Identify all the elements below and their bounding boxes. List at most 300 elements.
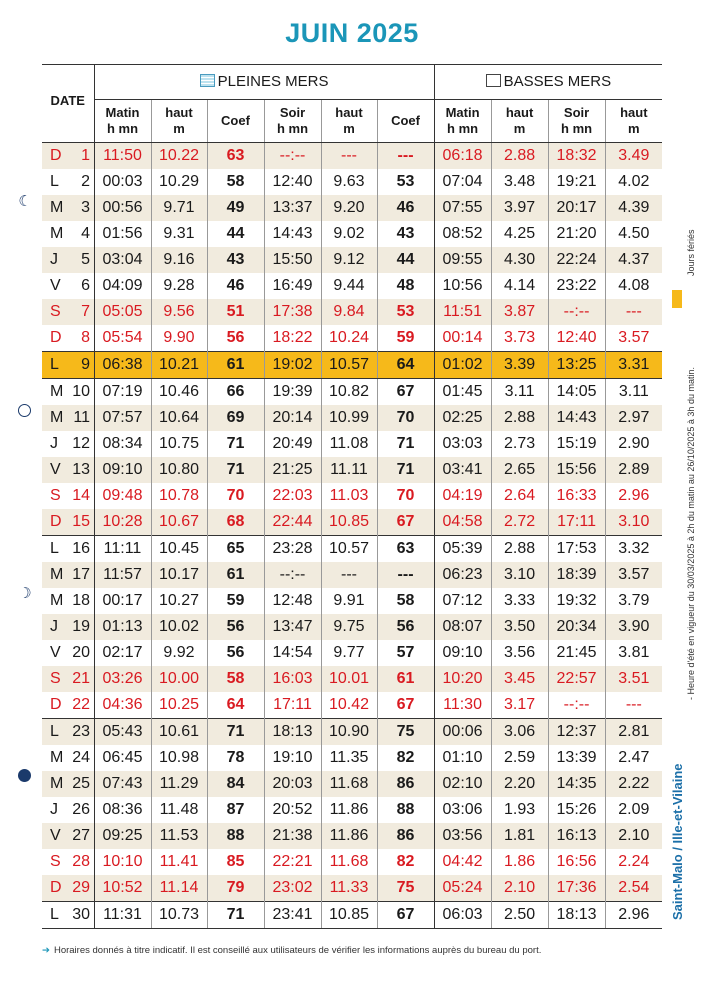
cell-bm2: --:-- (548, 692, 605, 719)
cell-bm2: 17:53 (548, 536, 605, 563)
cell-pm1: 09:10 (94, 457, 151, 483)
cell-bm2: 18:32 (548, 143, 605, 170)
cell-h2: 11.11 (321, 457, 377, 483)
cell-pm2: 14:54 (264, 640, 321, 666)
cell-h2: 11.35 (321, 745, 377, 771)
cell-pm2: 20:03 (264, 771, 321, 797)
cell-pm2: 16:03 (264, 666, 321, 692)
cell-h1: 11.53 (151, 823, 207, 849)
cell-h2: 10.57 (321, 536, 377, 563)
cell-h2: 9.44 (321, 273, 377, 299)
cell-bh2: --- (605, 299, 662, 325)
cell-h1: 10.22 (151, 143, 207, 170)
cell-pm1: 03:26 (94, 666, 151, 692)
cell-bm2: 12:37 (548, 719, 605, 746)
cell-bh1: 2.73 (491, 431, 548, 457)
cell-pm2: 23:02 (264, 875, 321, 902)
cell-c2: 44 (377, 247, 434, 273)
cell-h2: 11.68 (321, 849, 377, 875)
cell-pm2: --:-- (264, 562, 321, 588)
cell-h2: 11.08 (321, 431, 377, 457)
cell-h2: --- (321, 562, 377, 588)
cell-c2: 43 (377, 221, 434, 247)
date-cell: S 7 (42, 299, 94, 325)
cell-bm1: 08:52 (434, 221, 491, 247)
cell-bm1: 09:10 (434, 640, 491, 666)
cell-c1: 49 (207, 195, 264, 221)
date-cell: M 17 (42, 562, 94, 588)
cell-bh1: 3.39 (491, 352, 548, 379)
cell-pm1: 10:28 (94, 509, 151, 536)
date-cell: J 19 (42, 614, 94, 640)
cell-bh1: 2.50 (491, 902, 548, 929)
cell-c2: 82 (377, 849, 434, 875)
cell-bm2: 22:57 (548, 666, 605, 692)
cell-pm1: 00:17 (94, 588, 151, 614)
table-row (42, 195, 662, 221)
cell-c1: 71 (207, 457, 264, 483)
cell-bm2: 16:33 (548, 483, 605, 509)
col-bm-haut2: haut m (605, 100, 662, 143)
cell-bm2: 23:22 (548, 273, 605, 299)
cell-h1: 10.78 (151, 483, 207, 509)
date-cell: V 27 (42, 823, 94, 849)
cell-h2: 9.75 (321, 614, 377, 640)
cell-c1: 61 (207, 352, 264, 379)
cell-bh2: 2.96 (605, 902, 662, 929)
cell-c1: 43 (207, 247, 264, 273)
date-cell: M 18 (42, 588, 94, 614)
table-row (42, 247, 662, 273)
cell-pm1: 07:19 (94, 379, 151, 406)
cell-bm1: 02:10 (434, 771, 491, 797)
cell-bh2: 4.37 (605, 247, 662, 273)
cell-h2: 11.86 (321, 797, 377, 823)
cell-bh1: 3.17 (491, 692, 548, 719)
cell-pm1: 11:57 (94, 562, 151, 588)
cell-h1: 9.56 (151, 299, 207, 325)
cell-bh2: 3.31 (605, 352, 662, 379)
cell-pm1: 01:56 (94, 221, 151, 247)
cell-bm2: 21:45 (548, 640, 605, 666)
cell-bh1: 3.50 (491, 614, 548, 640)
cell-c2: 71 (377, 457, 434, 483)
cell-pm1: 06:38 (94, 352, 151, 379)
cell-c1: 59 (207, 588, 264, 614)
cell-pm2: --:-- (264, 143, 321, 170)
high-tide-icon (200, 74, 215, 87)
cell-bm1: 10:20 (434, 666, 491, 692)
cell-bh1: 1.86 (491, 849, 548, 875)
date-cell: S 28 (42, 849, 94, 875)
cell-c1: 69 (207, 405, 264, 431)
cell-bh2: 3.79 (605, 588, 662, 614)
cell-bh2: 3.10 (605, 509, 662, 536)
cell-c1: 64 (207, 692, 264, 719)
cell-pm2: 22:03 (264, 483, 321, 509)
cell-bh1: 2.88 (491, 143, 548, 170)
cell-h1: 10.25 (151, 692, 207, 719)
cell-h2: 9.63 (321, 169, 377, 195)
cell-pm2: 20:14 (264, 405, 321, 431)
cell-bh2: 3.51 (605, 666, 662, 692)
cell-bm1: 05:24 (434, 875, 491, 902)
cell-h2: 10.90 (321, 719, 377, 746)
cell-c1: 71 (207, 902, 264, 929)
cell-h2: 10.01 (321, 666, 377, 692)
cell-bh1: 2.64 (491, 483, 548, 509)
cell-pm2: 12:48 (264, 588, 321, 614)
table-row (42, 771, 662, 797)
cell-pm1: 11:11 (94, 536, 151, 563)
cell-c1: 66 (207, 379, 264, 406)
cell-bh1: 4.25 (491, 221, 548, 247)
cell-bm2: 16:56 (548, 849, 605, 875)
date-cell: S 14 (42, 483, 94, 509)
cell-h2: 9.84 (321, 299, 377, 325)
cell-bm1: 00:06 (434, 719, 491, 746)
cell-bh1: 2.88 (491, 405, 548, 431)
cell-bm1: 01:45 (434, 379, 491, 406)
cell-c1: 61 (207, 562, 264, 588)
cell-c2: 59 (377, 325, 434, 352)
cell-bm2: 16:13 (548, 823, 605, 849)
cell-c2: 53 (377, 299, 434, 325)
cell-pm2: 13:37 (264, 195, 321, 221)
cell-pm2: 18:22 (264, 325, 321, 352)
table-row (42, 325, 662, 352)
footer-note: ➔ Horaires donnés à titre indicatif. Il est conseillé aux utilisateurs de vérifier les informations auprès du bureau du port. (42, 945, 542, 956)
cell-bh2: 3.81 (605, 640, 662, 666)
cell-c1: 71 (207, 431, 264, 457)
cell-c2: 46 (377, 195, 434, 221)
table-row (42, 823, 662, 849)
table-row (42, 614, 662, 640)
cell-bh2: 2.09 (605, 797, 662, 823)
table-row (42, 483, 662, 509)
cell-bh1: 3.97 (491, 195, 548, 221)
cell-c2: 82 (377, 745, 434, 771)
date-cell: L 16 (42, 536, 94, 563)
cell-h1: 11.48 (151, 797, 207, 823)
side-panel (664, 220, 704, 920)
table-row (42, 299, 662, 325)
cell-bm1: 04:19 (434, 483, 491, 509)
cell-bh1: 2.88 (491, 536, 548, 563)
cell-bm2: 12:40 (548, 325, 605, 352)
cell-c1: 85 (207, 849, 264, 875)
cell-c2: 75 (377, 875, 434, 902)
date-cell: V 13 (42, 457, 94, 483)
cell-h2: 11.03 (321, 483, 377, 509)
date-cell: D 29 (42, 875, 94, 902)
date-cell: S 21 (42, 666, 94, 692)
table-row (42, 457, 662, 483)
cell-h1: 10.46 (151, 379, 207, 406)
cell-h1: 9.92 (151, 640, 207, 666)
cell-h1: 9.16 (151, 247, 207, 273)
cell-bh1: 1.81 (491, 823, 548, 849)
cell-h1: 9.28 (151, 273, 207, 299)
cell-bh2: 2.97 (605, 405, 662, 431)
cell-bh2: 3.90 (605, 614, 662, 640)
date-cell: M 11 (42, 405, 94, 431)
cell-bh1: 3.73 (491, 325, 548, 352)
cell-c1: 63 (207, 143, 264, 170)
cell-bm1: 01:10 (434, 745, 491, 771)
cell-pm2: 23:41 (264, 902, 321, 929)
table-row (42, 405, 662, 431)
date-cell: J 26 (42, 797, 94, 823)
date-cell: J 5 (42, 247, 94, 273)
cell-bm1: 05:39 (434, 536, 491, 563)
cell-c1: 56 (207, 614, 264, 640)
date-header: DATE (42, 65, 94, 143)
cell-c2: 67 (377, 379, 434, 406)
cell-bm2: 13:25 (548, 352, 605, 379)
col-pm-coef1: Coef (207, 100, 264, 143)
cell-bm1: 04:58 (434, 509, 491, 536)
cell-bm2: 14:35 (548, 771, 605, 797)
cell-h2: 10.42 (321, 692, 377, 719)
cell-bh2: 2.24 (605, 849, 662, 875)
cell-bm1: 11:30 (434, 692, 491, 719)
cell-c1: 71 (207, 719, 264, 746)
cell-pm1: 10:52 (94, 875, 151, 902)
cell-c1: 78 (207, 745, 264, 771)
cell-bh1: 3.11 (491, 379, 548, 406)
date-cell: L 30 (42, 902, 94, 929)
cell-h1: 10.80 (151, 457, 207, 483)
cell-c2: 86 (377, 823, 434, 849)
cell-bh2: 3.11 (605, 379, 662, 406)
cell-h2: 9.02 (321, 221, 377, 247)
table-row (42, 536, 662, 563)
cell-bh2: --- (605, 692, 662, 719)
holiday-legend-swatch (672, 290, 682, 308)
cell-c1: 56 (207, 325, 264, 352)
date-cell: D 15 (42, 509, 94, 536)
cell-pm1: 05:54 (94, 325, 151, 352)
cell-bm2: 19:21 (548, 169, 605, 195)
date-cell: D 8 (42, 325, 94, 352)
date-cell: M 24 (42, 745, 94, 771)
cell-bm1: 03:56 (434, 823, 491, 849)
col-bm-soir: Soir h mn (548, 100, 605, 143)
cell-bm2: 19:32 (548, 588, 605, 614)
cell-bm2: 17:11 (548, 509, 605, 536)
table-row (42, 666, 662, 692)
cell-bh2: 2.90 (605, 431, 662, 457)
cell-c2: 64 (377, 352, 434, 379)
cell-c2: 53 (377, 169, 434, 195)
cell-bh1: 4.14 (491, 273, 548, 299)
date-cell: L 2 (42, 169, 94, 195)
date-cell: J 12 (42, 431, 94, 457)
cell-c2: 48 (377, 273, 434, 299)
cell-bh2: 4.39 (605, 195, 662, 221)
cell-h1: 11.29 (151, 771, 207, 797)
date-cell: V 6 (42, 273, 94, 299)
cell-c2: 86 (377, 771, 434, 797)
cell-bm1: 04:42 (434, 849, 491, 875)
cell-pm1: 11:31 (94, 902, 151, 929)
col-pm-coef2: Coef (377, 100, 434, 143)
cell-bh2: 2.22 (605, 771, 662, 797)
cell-pm1: 00:56 (94, 195, 151, 221)
cell-bm2: 15:56 (548, 457, 605, 483)
cell-bm2: 15:26 (548, 797, 605, 823)
cell-pm1: 08:34 (94, 431, 151, 457)
cell-pm2: 18:13 (264, 719, 321, 746)
cell-bm2: 15:19 (548, 431, 605, 457)
cell-pm2: 15:50 (264, 247, 321, 273)
cell-c1: 58 (207, 666, 264, 692)
cell-c2: 56 (377, 614, 434, 640)
basses-mers-header: BASSES MERS (434, 65, 662, 100)
cell-bm1: 07:04 (434, 169, 491, 195)
cell-bm2: 18:39 (548, 562, 605, 588)
col-pm-matin: Matin h mn (94, 100, 151, 143)
summer-time-note: - Heure d'été en vigueur du 30/03/2025 à 2h du matin au 26/10/2025 à 3h du matin. (686, 367, 696, 700)
cell-bh1: 1.93 (491, 797, 548, 823)
full-moon-icon (18, 404, 31, 417)
table-row (42, 509, 662, 536)
holiday-legend: Jours fériés (686, 229, 696, 276)
cell-bh2: 2.10 (605, 823, 662, 849)
cell-h2: 11.86 (321, 823, 377, 849)
cell-bm1: 08:07 (434, 614, 491, 640)
date-cell: D 22 (42, 692, 94, 719)
cell-bh1: 2.65 (491, 457, 548, 483)
cell-h1: 10.67 (151, 509, 207, 536)
cell-h1: 10.64 (151, 405, 207, 431)
date-cell: D 1 (42, 143, 94, 170)
cell-pm2: 14:43 (264, 221, 321, 247)
cell-pm1: 09:48 (94, 483, 151, 509)
cell-h1: 10.61 (151, 719, 207, 746)
cell-c2: --- (377, 143, 434, 170)
cell-c2: 63 (377, 536, 434, 563)
cell-bm1: 06:18 (434, 143, 491, 170)
cell-bm2: 21:20 (548, 221, 605, 247)
date-cell: L 9 (42, 352, 94, 379)
cell-bm1: 09:55 (434, 247, 491, 273)
cell-pm1: 07:57 (94, 405, 151, 431)
date-cell: M 4 (42, 221, 94, 247)
last-quarter-moon-icon: ☾ (18, 193, 32, 210)
cell-bh2: 3.57 (605, 562, 662, 588)
col-pm-haut1: haut m (151, 100, 207, 143)
date-cell: L 23 (42, 719, 94, 746)
date-cell: M 25 (42, 771, 94, 797)
cell-bh2: 2.47 (605, 745, 662, 771)
cell-pm2: 16:49 (264, 273, 321, 299)
cell-c2: 57 (377, 640, 434, 666)
cell-c2: 61 (377, 666, 434, 692)
cell-h1: 10.45 (151, 536, 207, 563)
cell-c1: 46 (207, 273, 264, 299)
cell-bh2: 4.08 (605, 273, 662, 299)
cell-c1: 70 (207, 483, 264, 509)
cell-h1: 10.29 (151, 169, 207, 195)
cell-pm2: 19:10 (264, 745, 321, 771)
cell-pm1: 05:43 (94, 719, 151, 746)
cell-bh2: 4.02 (605, 169, 662, 195)
date-cell: M 10 (42, 379, 94, 406)
cell-h1: 10.75 (151, 431, 207, 457)
cell-h1: 11.41 (151, 849, 207, 875)
table-row (42, 849, 662, 875)
cell-bm1: 06:03 (434, 902, 491, 929)
cell-c1: 84 (207, 771, 264, 797)
cell-bh2: 3.32 (605, 536, 662, 563)
cell-bh2: 2.54 (605, 875, 662, 902)
cell-h1: 11.14 (151, 875, 207, 902)
pleines-mers-header: PLEINES MERS (94, 65, 434, 100)
cell-bh1: 2.72 (491, 509, 548, 536)
cell-bh1: 2.20 (491, 771, 548, 797)
cell-c2: 70 (377, 405, 434, 431)
cell-h1: 10.21 (151, 352, 207, 379)
cell-pm1: 02:17 (94, 640, 151, 666)
arrow-icon: ➔ (42, 945, 50, 956)
low-tide-icon (486, 74, 501, 87)
cell-bh1: 3.45 (491, 666, 548, 692)
cell-h2: 10.24 (321, 325, 377, 352)
cell-pm1: 07:43 (94, 771, 151, 797)
cell-c2: 67 (377, 509, 434, 536)
table-row (42, 169, 662, 195)
cell-bh1: 2.10 (491, 875, 548, 902)
cell-bm1: 10:56 (434, 273, 491, 299)
cell-h1: 10.02 (151, 614, 207, 640)
cell-pm2: 20:49 (264, 431, 321, 457)
cell-bm2: 14:43 (548, 405, 605, 431)
cell-bh1: 3.56 (491, 640, 548, 666)
cell-h2: 10.85 (321, 902, 377, 929)
first-quarter-moon-icon: ☽ (18, 585, 32, 602)
cell-bh2: 2.89 (605, 457, 662, 483)
table-row (42, 273, 662, 299)
cell-bm1: 03:03 (434, 431, 491, 457)
cell-c1: 56 (207, 640, 264, 666)
new-moon-icon (18, 769, 31, 782)
cell-h2: 9.12 (321, 247, 377, 273)
table-row (42, 692, 662, 719)
cell-pm2: 13:47 (264, 614, 321, 640)
cell-h1: 9.90 (151, 325, 207, 352)
location-label: Saint-Malo / Ille-et-Vilaine (670, 763, 685, 920)
cell-bm1: 07:12 (434, 588, 491, 614)
cell-c1: 44 (207, 221, 264, 247)
table-row (42, 745, 662, 771)
col-bm-matin: Matin h mn (434, 100, 491, 143)
cell-pm1: 04:09 (94, 273, 151, 299)
cell-bh1: 3.48 (491, 169, 548, 195)
cell-pm1: 03:04 (94, 247, 151, 273)
cell-bm1: 01:02 (434, 352, 491, 379)
cell-bh2: 2.96 (605, 483, 662, 509)
tide-table (42, 64, 662, 929)
cell-h2: 9.77 (321, 640, 377, 666)
cell-c2: 88 (377, 797, 434, 823)
cell-h2: --- (321, 143, 377, 170)
cell-bm2: 14:05 (548, 379, 605, 406)
cell-h1: 10.27 (151, 588, 207, 614)
col-bm-haut1: haut m (491, 100, 548, 143)
cell-bm2: 22:24 (548, 247, 605, 273)
